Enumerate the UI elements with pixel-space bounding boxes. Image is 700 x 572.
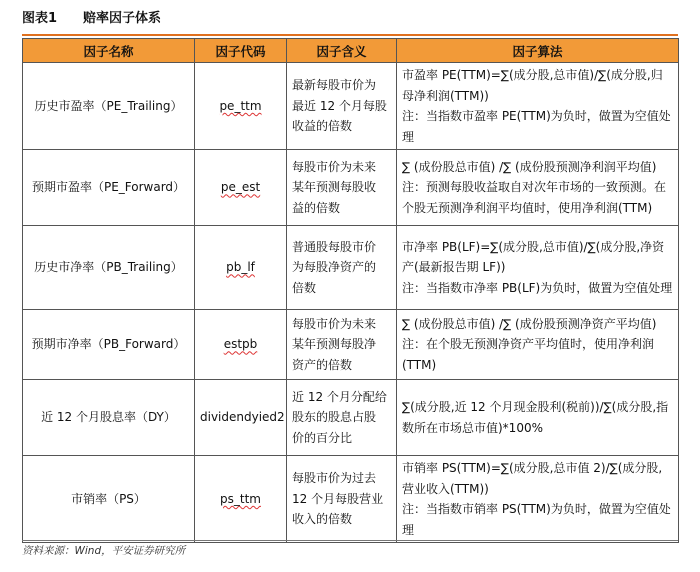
- factor-note: 注：预测每股收益取自对次年市场的一致预测。在个股无预测净利润平均值时，使用净利润(TTM): [402, 180, 667, 215]
- figure-title: 赔率因子体系: [83, 11, 162, 26]
- factor-meaning: 近 12 个月分配给 股东的股息占股 价的百分比: [287, 380, 397, 456]
- factor-name: 预期市盈率（PE_Forward）: [23, 150, 195, 226]
- table-row: [23, 226, 679, 310]
- factor-name: 历史市盈率（PE_Trailing）: [23, 63, 195, 150]
- factor-formula: 市盈率 PE(TTM)=∑(成分股,总市值)/∑(成分股,归母净利润(TTM)): [402, 68, 663, 103]
- factor-formula-cell: [397, 380, 679, 456]
- factor-formula: ∑(成分股,近 12 个月现金股利(税前))/∑(成分股,指数所在市场总市值)*100%: [402, 400, 669, 435]
- factor-formula: ∑ (成份股总市值) /∑ (成份股预测净资产平均值): [402, 316, 657, 331]
- factor-code: ps_ttm: [220, 491, 261, 506]
- factor-name: 市销率（PS）: [23, 456, 195, 543]
- factor-table: [22, 38, 679, 543]
- factor-meaning: 每股市价为未来 某年预测每股净 资产的倍数: [287, 310, 397, 380]
- figure-number: 图表1: [22, 11, 58, 26]
- factor-meaning: 每股市价为未来 某年预测每股收 益的倍数: [287, 150, 397, 226]
- table-row: [23, 63, 679, 150]
- factor-formula: 市净率 PB(LF)=∑(成分股,总市值)/∑(成分股,净资产(最新报告期 LF)): [402, 239, 665, 275]
- factor-note: 注：当指数市净率 PB(LF)为负时，做置为空值处理: [402, 280, 673, 295]
- factor-meaning: 每股市价为过去 12 个月每股营业 收入的倍数: [287, 456, 397, 543]
- factor-code: estpb: [223, 337, 258, 352]
- factor-name: 近 12 个月股息率（DY）: [23, 380, 195, 456]
- header-factor-meaning: 因子含义: [287, 39, 397, 63]
- factor-formula-cell: [397, 226, 679, 310]
- factor-note: 注：在个股无预测净资产平均值时，使用净利润(TTM): [402, 337, 655, 372]
- factor-code: pb_lf: [226, 260, 255, 275]
- header-factor-code: 因子代码: [195, 39, 287, 63]
- factor-formula-cell: [397, 456, 679, 543]
- factor-code: dividendyied2: [195, 380, 287, 456]
- table-header-row: [23, 39, 679, 63]
- table-row: [23, 310, 679, 380]
- factor-meaning: 最新每股市价为 最近 12 个月每股 收益的倍数: [287, 63, 397, 150]
- factor-name: 历史市净率（PB_Trailing）: [23, 226, 195, 310]
- header-factor-name: 因子名称: [23, 39, 195, 63]
- factor-formula: 市销率 PS(TTM)=∑(成分股,总市值 2)/∑(成分股,营业收入(TTM)): [402, 461, 663, 496]
- table-row: [23, 150, 679, 226]
- factor-formula: ∑ (成份股总市值) /∑ (成份股预测净利润平均值): [402, 159, 657, 174]
- factor-code: pe_est: [220, 180, 261, 195]
- figure-caption: [22, 8, 678, 36]
- factor-note: 注：当指数市盈率 PE(TTM)为负时，做置为空值处理: [402, 109, 671, 144]
- factor-formula-cell: [397, 310, 679, 380]
- factor-note: 注：当指数市销率 PS(TTM)为负时，做置为空值处理: [402, 502, 671, 537]
- factor-code: pe_ttm: [219, 98, 262, 113]
- factor-name: 预期市净率（PB_Forward）: [23, 310, 195, 380]
- factor-formula-cell: [397, 63, 679, 150]
- factor-formula-cell: [397, 150, 679, 226]
- source-note: 资料来源：Wind，平安证券研究所: [22, 540, 678, 558]
- factor-meaning: 普通股每股市价 为每股净资产的 倍数: [287, 226, 397, 310]
- table-row: [23, 380, 679, 456]
- table-row: [23, 456, 679, 543]
- header-factor-formula: 因子算法: [397, 39, 679, 63]
